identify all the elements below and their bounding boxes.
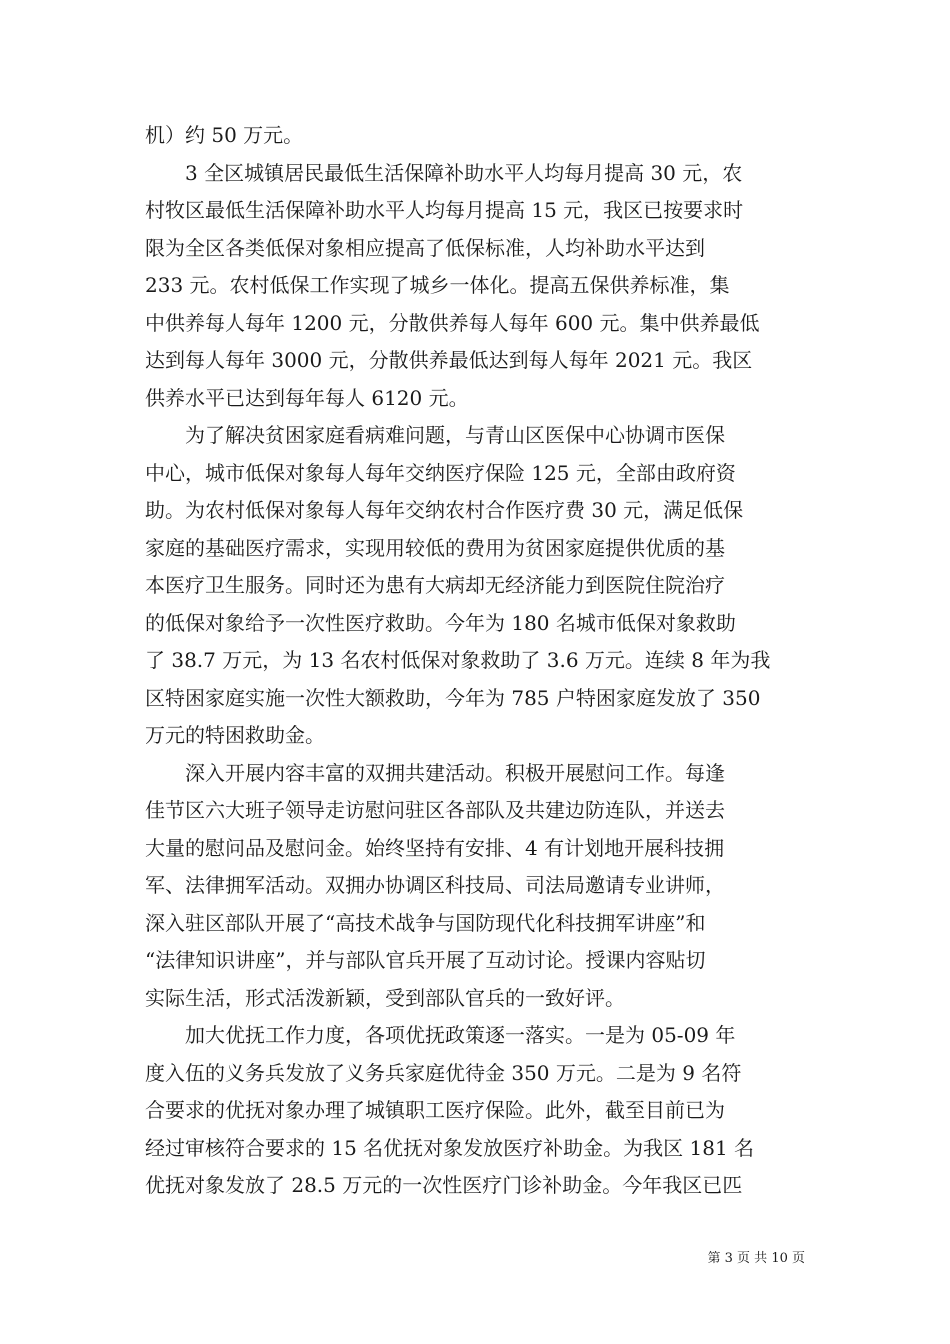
- text-line: 233 元。农村低保工作实现了城乡一体化。提高五保供养标准，集: [145, 273, 730, 297]
- text-line: 村牧区最低生活保障补助水平人均每月提高 15 元，我区已按要求时: [145, 198, 744, 222]
- text-line: 供养水平已达到每年每人 6120 元。: [145, 385, 469, 410]
- text-line: 实际生活，形式活泼新颖，受到部队官兵的一致好评。: [145, 985, 625, 1010]
- text-line: 达到每人每年 3000 元，分散供养最低达到每人每年 2021 元。我区: [145, 348, 753, 372]
- text-line: 中心，城市低保对象每人每年交纳医疗保险 125 元，全部由政府资: [145, 460, 736, 485]
- text-line: 优抚对象发放了 28.5 万元的一次性医疗门诊补助金。今年我区已匹: [145, 1173, 743, 1197]
- text-line: 助。为农村低保对象每人每年交纳农村合作医疗费 30 元，满足低保: [145, 498, 744, 522]
- page-number-footer: 第 3 页 共 10 页: [707, 1251, 805, 1266]
- text-line: 家庭的基础医疗需求，实现用较低的费用为贫困家庭提供优质的基: [145, 535, 725, 560]
- body-text: [145, 117, 805, 1205]
- text-line: 万元的特困救助金。: [145, 723, 325, 747]
- text-line: 3 全区城镇居民最低生活保障补助水平人均每月提高 30 元，农: [145, 160, 743, 185]
- text-line: “法律知识讲座”，并与部队官兵开展了互动讨论。授课内容贴切: [145, 948, 706, 972]
- text-line: 合要求的优抚对象办理了城镇职工医疗保险。此外，截至目前已为: [145, 1098, 725, 1122]
- text-line: 经过审核符合要求的 15 名优抚对象发放医疗补助金。为我区 181 名: [145, 1135, 755, 1160]
- text-line: 的低保对象给予一次性医疗救助。今年为 180 名城市低保对象救助: [145, 610, 736, 635]
- text-line: 大量的慰问品及慰问金。始终坚持有安排、4 有计划地开展科技拥: [145, 835, 725, 860]
- text-line: 限为全区各类低保对象相应提高了低保标准，人均补助水平达到: [145, 235, 705, 260]
- text-line: 机）约 50 万元。: [145, 123, 304, 147]
- text-line: 加大优抚工作力度，各项优抚政策逐一落实。一是为 05-09 年: [145, 1023, 736, 1047]
- text-line: 佳节区六大班子领导走访慰问驻区各部队及共建边防连队，并送去: [145, 798, 725, 822]
- text-line: 为了解决贫困家庭看病难问题，与青山区医保中心协调市医保: [145, 423, 725, 447]
- text-line: 深入驻区部队开展了“高技术战争与国防现代化科技拥军讲座”和: [145, 910, 706, 935]
- text-line: 本医疗卫生服务。同时还为患有大病却无经济能力到医院住院治疗: [145, 573, 725, 597]
- text-line: 区特困家庭实施一次性大额救助，今年为 785 户特困家庭发放了 350: [145, 685, 761, 710]
- text-line: 度入伍的义务兵发放了义务兵家庭优待金 350 万元。二是为 9 名符: [145, 1060, 742, 1085]
- text-line: 了 38.7 万元，为 13 名农村低保对象救助了 3.6 万元。连续 8 年为我: [145, 648, 771, 672]
- text-line: 中供养每人每年 1200 元，分散供养每人每年 600 元。集中供养最低: [145, 310, 760, 335]
- text-line: 深入开展内容丰富的双拥共建活动。积极开展慰问工作。每逢: [145, 760, 725, 785]
- text-line: 军、法律拥军活动。双拥办协调区科技局、司法局邀请专业讲师，: [145, 873, 725, 897]
